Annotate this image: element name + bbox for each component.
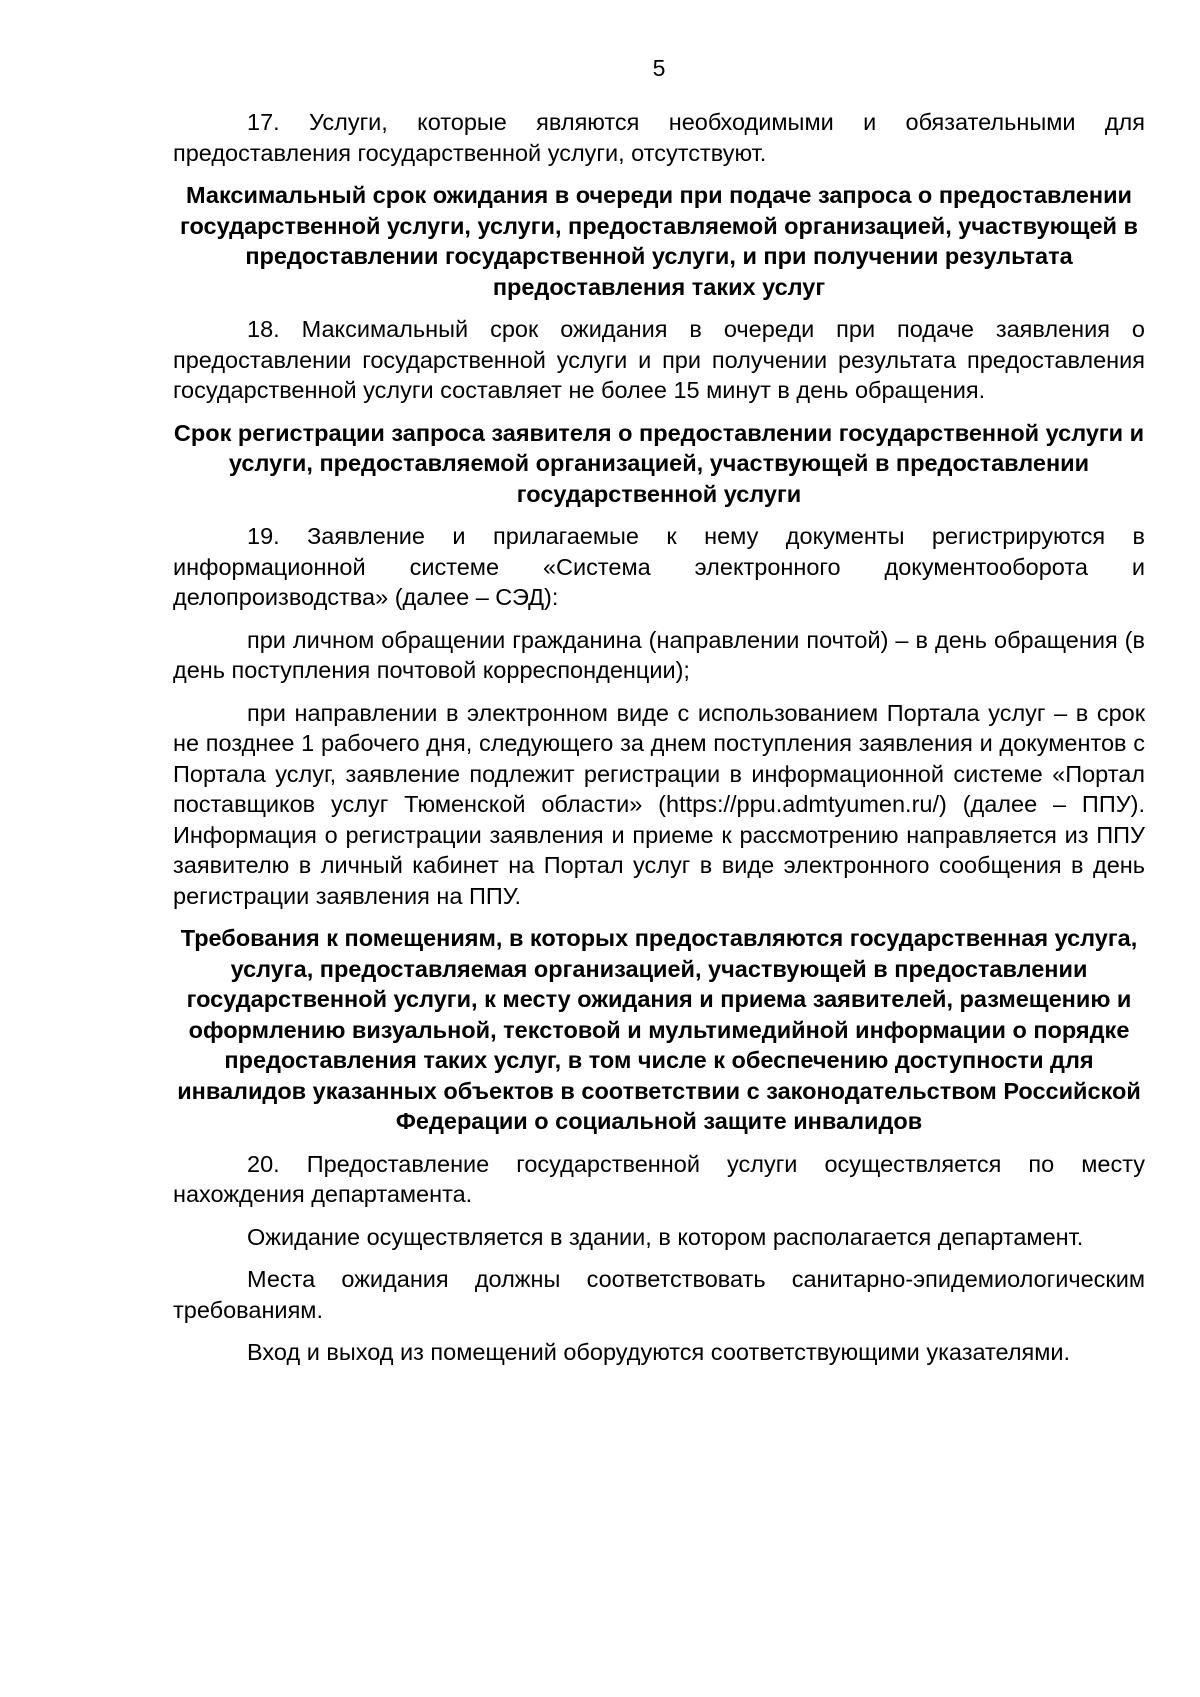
heading-registration-term: Срок регистрации запроса заявителя о предоставлении государственной услуги и услуги, предоставляемой организацией, участвующей в предоставлении государственной услуги — [173, 419, 1145, 507]
paragraph-19-personal: при личном обращении гражданина (направлении почтой) – в день обращения (в день поступления почтовой корреспонденции); — [173, 626, 1145, 683]
paragraph-20-waiting: Ожидание осуществляется в здании, в котором располагается департамент. — [247, 1223, 1084, 1250]
page-number: 5 — [652, 55, 666, 81]
document-page — [173, 55, 1145, 1368]
paragraph-20-sanitary: Места ожидания должны соответствовать санитарно-эпидемиологическим требованиям. — [173, 1266, 1145, 1323]
paragraph-20: 20. Предоставление государственной услуги осуществляется по месту нахождения департамента. — [173, 1150, 1145, 1207]
paragraph-18: 18. Максимальный срок ожидания в очереди при подаче заявления о предоставлении государственной услуги и при получении результата предоставления государственной услуги составляет не более 15 минут в день обращения. — [173, 316, 1145, 403]
heading-premises-requirements: Требования к помещениям, в которых предоставляются государственная услуга, услуга, предоставляемая организацией, участвующей в предоставлении государственной услуги, к месту ожидания и приема заявителей, размещению и оформлению визуальной, текстовой и мультимедийной информации о порядке предоставления таких услуг, в том числе к обеспечению доступности для инвалидов указанных объектов в соответствии с законодательством Российской Федерации о социальной защите инвалидов — [177, 925, 1141, 1134]
paragraph-19: 19. Заявление и прилагаемые к нему документы регистрируются в информационной системе «Система электронного документооборота и делопроизводства» (далее – СЭД): — [173, 523, 1145, 610]
paragraph-20-signs: Вход и выход из помещений оборудуются соответствующими указателями. — [247, 1339, 1071, 1365]
paragraph-17: 17. Услуги, которые являются необходимыми и обязательными для предоставления государственной услуги, отсутствуют. — [173, 109, 1145, 166]
heading-queue-wait-time: Максимальный срок ожидания в очереди при подаче запроса о предоставлении государственной услуги, услуги, предоставляемой организацией, участвующей в предоставлении государственной услуги, и при получении результата предоставления таких услуг — [180, 182, 1138, 300]
paragraph-19-electronic: при направлении в электронном виде с использованием Портала услуг – в срок не позднее 1 рабочего дня, следующего за днем поступления заявления и документов с Портала услуг, заявление подлежит регистрации в информационной системе «Портал поставщиков услуг Тюменской области» (https://ppu.admtyumen.ru/) (далее – ППУ). Информация о регистрации заявления и приеме к рассмотрению направляется из ППУ заявителю в личный кабинет на Портал услуг в виде электронного сообщения в день регистрации заявления на ППУ. — [173, 699, 1145, 909]
